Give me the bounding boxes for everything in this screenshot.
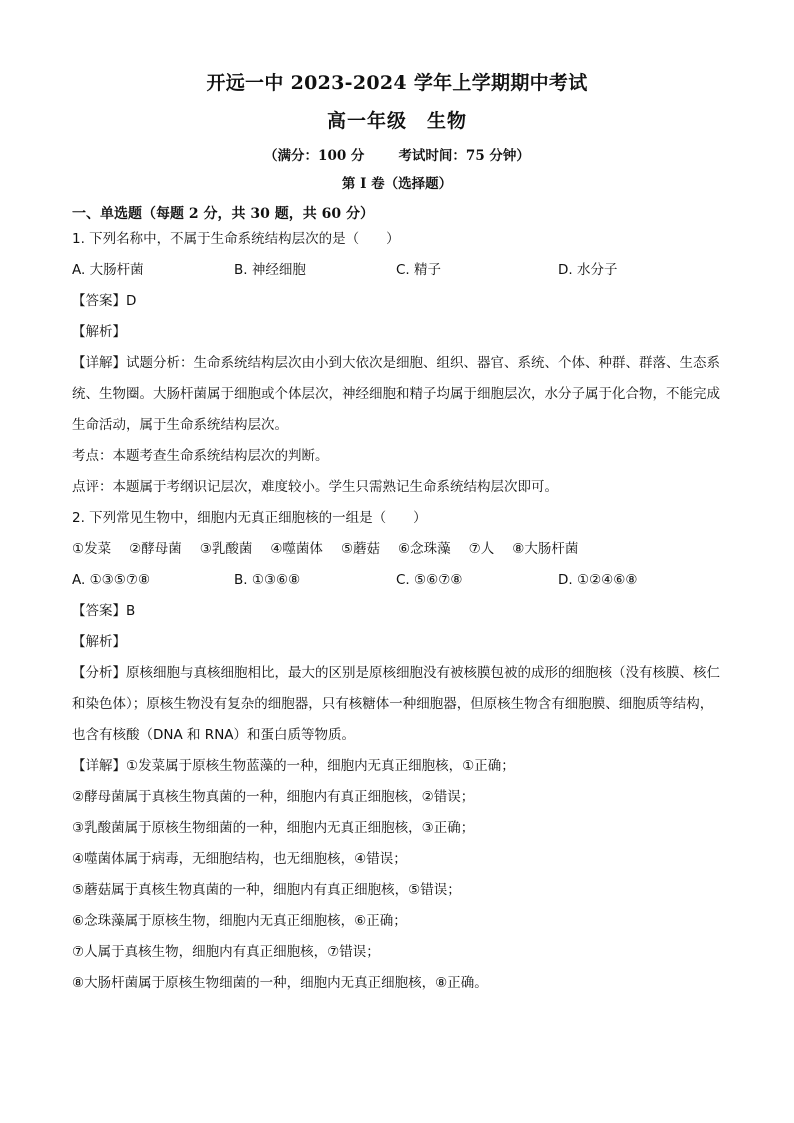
q2-detail-line-2: ②酵母菌属于真核生物真菌的一种，细胞内有真正细胞核，②错误； [72, 789, 475, 805]
q2-option-d: D. ①②④⑥⑧ [558, 572, 638, 588]
q2-item-3: ③乳酸菌 [199, 541, 253, 557]
q2-item-2: ②酵母菌 [129, 541, 182, 557]
q1-option-b: B. 神经细胞 [234, 262, 306, 278]
exam-meta [72, 146, 722, 166]
q2-item-8: ⑧大肠杆菌 [512, 541, 579, 557]
q2-option-a: A. ①③⑤⑦⑧ [72, 572, 151, 588]
q1-analysis-tag: 【解析】 [72, 324, 126, 340]
q1-option-a: A. 大肠杆菌 [72, 262, 144, 278]
q1-point: 考点：本题考查生命系统结构层次的判断。 [72, 448, 329, 464]
q1-detail: 【详解】试题分析：生命系统结构层次由小到大依次是细胞、组织、器官、系统、个体、种群、群落、生态系统、生物圈。大肠杆菌属于细胞或个体层次，神经细胞和精子均属于细胞层次，水分子属于化合物，不能完成生命活动，属于生命系统结构层次。 [72, 355, 720, 433]
q2-detail-line-1: 【详解】①发菜属于原核生物蓝藻的一种，细胞内无真正细胞核，①正确； [72, 758, 515, 774]
q1-option-d: D. 水分子 [558, 262, 618, 278]
q2-analysis: 【分析】原核细胞与真核细胞相比，最大的区别是原核细胞没有被核膜包被的成形的细胞核（没有核膜、核仁和染色体）；原核生物没有复杂的细胞器，只有核糖体一种细胞器，但原核生物含有细胞膜、细胞质等结构，也含有核酸（DNA 和 RNA）和蛋白质等物质。 [72, 665, 720, 743]
q2-item-1: ①发菜 [72, 541, 112, 557]
q1-options [72, 255, 722, 286]
q2-option-b: B. ①③⑥⑧ [234, 572, 301, 588]
exam-subtitle: 高一年级 生物 [326, 110, 467, 132]
q2-analysis-tag: 【解析】 [72, 634, 126, 650]
full-score: （满分：100 分 [264, 148, 365, 164]
q2-item-4: ④噬菌体 [270, 541, 323, 557]
q2-answer: 【答案】B [72, 603, 136, 619]
q2-options [72, 565, 722, 596]
q2-detail-line-8: ⑧大肠杆菌属于原核生物细菌的一种，细胞内无真正细胞核，⑧正确。 [72, 975, 488, 991]
q2-item-6: ⑥念珠藻 [398, 541, 451, 557]
q2-detail-line-7: ⑦人属于真核生物，细胞内有真正细胞核，⑦错误； [72, 944, 380, 960]
volume-heading: 第 I 卷（选择题） [341, 176, 453, 192]
q2-stem: 2. 下列常见生物中，细胞内无真正细胞核的一组是（ ） [72, 510, 427, 526]
q2-detail-line-5: ⑤蘑菇属于真核生物真菌的一种，细胞内有真正细胞核，⑤错误； [72, 882, 461, 898]
exam-time: 考试时间：75 分钟） [398, 148, 530, 164]
section-heading: 一、单选题（每题 2 分，共 30 题，共 60 分） [72, 206, 374, 222]
q2-detail-line-4: ④噬菌体属于病毒，无细胞结构，也无细胞核，④错误； [72, 851, 407, 867]
q2-item-5: ⑤蘑菇 [340, 541, 381, 557]
q2-item-7: ⑦人 [468, 541, 495, 557]
q2-detail-line-3: ③乳酸菌属于原核生物细菌的一种，细胞内无真正细胞核，③正确； [72, 820, 475, 836]
q1-option-c: C. 精子 [396, 262, 442, 278]
exam-title: 开远一中 2023-2024 学年上学期期中考试 [206, 72, 588, 94]
q2-items [72, 534, 722, 565]
q1-comment: 点评：本题属于考纲识记层次，难度较小。学生只需熟记生命系统结构层次即可。 [72, 479, 558, 495]
q2-detail-line-6: ⑥念珠藻属于原核生物，细胞内无真正细胞核，⑥正确； [72, 913, 407, 929]
q2-option-c: C. ⑤⑥⑦⑧ [396, 572, 463, 588]
q1-stem: 1. 下列名称中，不属于生命系统结构层次的是（ ） [72, 231, 400, 247]
q1-answer: 【答案】D [72, 293, 137, 309]
